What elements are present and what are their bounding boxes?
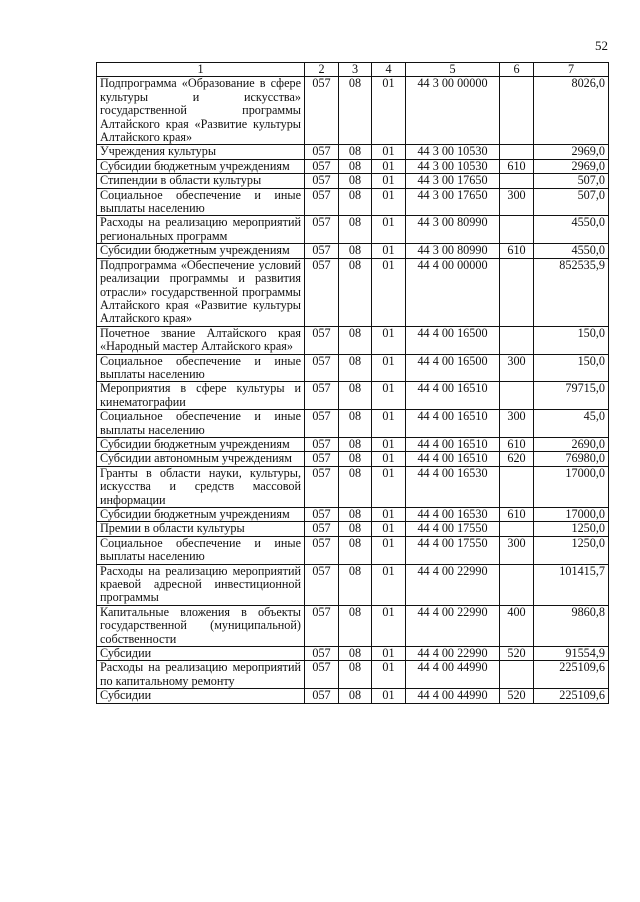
- row-name-cell: Премии в области культуры: [97, 522, 305, 536]
- table-row: [97, 159, 609, 173]
- row-section-cell: 08: [339, 382, 372, 410]
- row-name-cell: Субсидии автономным учреждениям: [97, 452, 305, 466]
- row-ministry-code-cell: 057: [305, 605, 339, 646]
- row-name-cell: Капитальные вложения в объекты государственной (муниципальной) собственности: [97, 605, 305, 646]
- row-amount-cell: 225109,6: [534, 661, 609, 689]
- row-expense-type-cell: [500, 145, 534, 159]
- row-expense-type-cell: 300: [500, 188, 534, 216]
- column-header-5: 5: [406, 63, 500, 77]
- row-ministry-code-cell: 057: [305, 159, 339, 173]
- row-subsection-cell: 01: [372, 159, 406, 173]
- row-target-article-cell: 44 3 00 80990: [406, 244, 500, 258]
- column-header-3: 3: [339, 63, 372, 77]
- row-target-article-cell: 44 4 00 17550: [406, 536, 500, 564]
- row-target-article-cell: 44 4 00 00000: [406, 258, 500, 326]
- row-subsection-cell: 01: [372, 354, 406, 382]
- row-name-cell: Расходы на реализацию мероприятий по капитальному ремонту: [97, 661, 305, 689]
- row-amount-cell: 2969,0: [534, 145, 609, 159]
- page-number: 52: [595, 38, 608, 53]
- row-section-cell: 08: [339, 326, 372, 354]
- row-section-cell: 08: [339, 410, 372, 438]
- row-target-article-cell: 44 4 00 16510: [406, 437, 500, 451]
- row-section-cell: 08: [339, 508, 372, 522]
- row-target-article-cell: 44 3 00 00000: [406, 77, 500, 145]
- row-target-article-cell: 44 3 00 17650: [406, 188, 500, 216]
- row-subsection-cell: 01: [372, 188, 406, 216]
- row-name-cell: Гранты в области науки, культуры, искусства и средств массовой информации: [97, 466, 305, 507]
- row-target-article-cell: 44 3 00 10530: [406, 159, 500, 173]
- column-header-4: 4: [372, 63, 406, 77]
- table-row: [97, 647, 609, 661]
- row-ministry-code-cell: 057: [305, 216, 339, 244]
- row-amount-cell: 507,0: [534, 188, 609, 216]
- row-section-cell: 08: [339, 244, 372, 258]
- row-name-cell: Социальное обеспечение и иные выплаты населению: [97, 354, 305, 382]
- row-ministry-code-cell: 057: [305, 508, 339, 522]
- row-subsection-cell: 01: [372, 466, 406, 507]
- row-section-cell: 08: [339, 174, 372, 188]
- table-row: [97, 188, 609, 216]
- row-expense-type-cell: [500, 466, 534, 507]
- row-name-cell: Подпрограмма «Образование в сфере культуры и искусства» государственной программы Алтайского края «Развитие культуры Алтайского края»: [97, 77, 305, 145]
- row-name-cell: Стипендии в области культуры: [97, 174, 305, 188]
- row-amount-cell: 79715,0: [534, 382, 609, 410]
- row-name-cell: Субсидии бюджетным учреждениям: [97, 437, 305, 451]
- row-expense-type-cell: [500, 661, 534, 689]
- column-header-1: 1: [97, 63, 305, 77]
- row-subsection-cell: 01: [372, 564, 406, 605]
- row-amount-cell: 150,0: [534, 354, 609, 382]
- row-ministry-code-cell: 057: [305, 466, 339, 507]
- row-ministry-code-cell: 057: [305, 77, 339, 145]
- row-amount-cell: 4550,0: [534, 244, 609, 258]
- row-section-cell: 08: [339, 216, 372, 244]
- row-name-cell: Расходы на реализацию мероприятий региональных программ: [97, 216, 305, 244]
- row-subsection-cell: 01: [372, 689, 406, 703]
- column-header-7: 7: [534, 63, 609, 77]
- table-row: [97, 605, 609, 646]
- row-ministry-code-cell: 057: [305, 689, 339, 703]
- row-ministry-code-cell: 057: [305, 188, 339, 216]
- row-section-cell: 08: [339, 689, 372, 703]
- row-target-article-cell: 44 4 00 44990: [406, 689, 500, 703]
- row-target-article-cell: 44 4 00 22990: [406, 564, 500, 605]
- row-section-cell: 08: [339, 159, 372, 173]
- row-ministry-code-cell: 057: [305, 564, 339, 605]
- row-target-article-cell: 44 4 00 16500: [406, 326, 500, 354]
- row-subsection-cell: 01: [372, 145, 406, 159]
- row-ministry-code-cell: 057: [305, 174, 339, 188]
- table-row: [97, 410, 609, 438]
- row-ministry-code-cell: 057: [305, 145, 339, 159]
- row-target-article-cell: 44 3 00 80990: [406, 216, 500, 244]
- table-row: [97, 145, 609, 159]
- row-section-cell: 08: [339, 536, 372, 564]
- row-expense-type-cell: 400: [500, 605, 534, 646]
- row-subsection-cell: 01: [372, 244, 406, 258]
- row-expense-type-cell: [500, 326, 534, 354]
- budget-table: [96, 62, 609, 704]
- table-row: [97, 326, 609, 354]
- row-name-cell: Социальное обеспечение и иные выплаты населению: [97, 410, 305, 438]
- column-header-2: 2: [305, 63, 339, 77]
- row-target-article-cell: 44 4 00 16530: [406, 508, 500, 522]
- table-row: [97, 508, 609, 522]
- row-name-cell: Мероприятия в сфере культуры и кинематографии: [97, 382, 305, 410]
- row-target-article-cell: 44 4 00 22990: [406, 605, 500, 646]
- row-target-article-cell: 44 4 00 16510: [406, 452, 500, 466]
- table-row: [97, 536, 609, 564]
- row-expense-type-cell: [500, 564, 534, 605]
- row-amount-cell: 17000,0: [534, 466, 609, 507]
- row-name-cell: Социальное обеспечение и иные выплаты населению: [97, 536, 305, 564]
- row-section-cell: 08: [339, 145, 372, 159]
- row-subsection-cell: 01: [372, 410, 406, 438]
- row-expense-type-cell: 300: [500, 410, 534, 438]
- row-amount-cell: 1250,0: [534, 522, 609, 536]
- row-expense-type-cell: [500, 216, 534, 244]
- row-expense-type-cell: 620: [500, 452, 534, 466]
- row-amount-cell: 150,0: [534, 326, 609, 354]
- row-ministry-code-cell: 057: [305, 258, 339, 326]
- row-ministry-code-cell: 057: [305, 354, 339, 382]
- table-row: [97, 661, 609, 689]
- row-expense-type-cell: [500, 382, 534, 410]
- row-name-cell: Расходы на реализацию мероприятий краевой адресной инвестиционной программы: [97, 564, 305, 605]
- row-name-cell: Социальное обеспечение и иные выплаты населению: [97, 188, 305, 216]
- table-row: [97, 216, 609, 244]
- row-subsection-cell: 01: [372, 77, 406, 145]
- row-subsection-cell: 01: [372, 522, 406, 536]
- row-name-cell: Субсидии бюджетным учреждениям: [97, 508, 305, 522]
- row-target-article-cell: 44 4 00 16510: [406, 382, 500, 410]
- table-row: [97, 174, 609, 188]
- row-subsection-cell: 01: [372, 536, 406, 564]
- row-expense-type-cell: 300: [500, 536, 534, 564]
- row-amount-cell: 225109,6: [534, 689, 609, 703]
- row-expense-type-cell: 610: [500, 437, 534, 451]
- row-section-cell: 08: [339, 258, 372, 326]
- row-target-article-cell: 44 4 00 16510: [406, 410, 500, 438]
- row-subsection-cell: 01: [372, 258, 406, 326]
- row-amount-cell: 91554,9: [534, 647, 609, 661]
- table-row: [97, 77, 609, 145]
- row-amount-cell: 2690,0: [534, 437, 609, 451]
- row-expense-type-cell: 520: [500, 689, 534, 703]
- row-name-cell: Подпрограмма «Обеспечение условий реализации программы и развития отрасли» государственной программы Алтайского края «Развитие культуры Алтайского края»: [97, 258, 305, 326]
- row-target-article-cell: 44 4 00 16530: [406, 466, 500, 507]
- row-expense-type-cell: 610: [500, 244, 534, 258]
- row-amount-cell: 101415,7: [534, 564, 609, 605]
- row-section-cell: 08: [339, 188, 372, 216]
- column-header-6: 6: [500, 63, 534, 77]
- row-amount-cell: 17000,0: [534, 508, 609, 522]
- row-ministry-code-cell: 057: [305, 437, 339, 451]
- row-ministry-code-cell: 057: [305, 410, 339, 438]
- row-amount-cell: 45,0: [534, 410, 609, 438]
- table-row: [97, 382, 609, 410]
- row-subsection-cell: 01: [372, 174, 406, 188]
- row-target-article-cell: 44 4 00 17550: [406, 522, 500, 536]
- row-section-cell: 08: [339, 466, 372, 507]
- row-subsection-cell: 01: [372, 647, 406, 661]
- row-ministry-code-cell: 057: [305, 452, 339, 466]
- row-expense-type-cell: [500, 77, 534, 145]
- row-section-cell: 08: [339, 354, 372, 382]
- table-row: [97, 244, 609, 258]
- row-section-cell: 08: [339, 647, 372, 661]
- row-ministry-code-cell: 057: [305, 661, 339, 689]
- row-expense-type-cell: [500, 258, 534, 326]
- row-amount-cell: 76980,0: [534, 452, 609, 466]
- row-name-cell: Почетное звание Алтайского края «Народный мастер Алтайского края»: [97, 326, 305, 354]
- row-ministry-code-cell: 057: [305, 244, 339, 258]
- row-section-cell: 08: [339, 564, 372, 605]
- table-row: [97, 689, 609, 703]
- row-name-cell: Субсидии: [97, 689, 305, 703]
- row-amount-cell: 507,0: [534, 174, 609, 188]
- row-name-cell: Субсидии: [97, 647, 305, 661]
- row-section-cell: 08: [339, 452, 372, 466]
- row-amount-cell: 852535,9: [534, 258, 609, 326]
- row-section-cell: 08: [339, 605, 372, 646]
- row-name-cell: Учреждения культуры: [97, 145, 305, 159]
- row-ministry-code-cell: 057: [305, 326, 339, 354]
- row-amount-cell: 2969,0: [534, 159, 609, 173]
- row-amount-cell: 1250,0: [534, 536, 609, 564]
- row-ministry-code-cell: 057: [305, 536, 339, 564]
- row-expense-type-cell: 610: [500, 508, 534, 522]
- table-row: [97, 522, 609, 536]
- row-expense-type-cell: [500, 174, 534, 188]
- row-ministry-code-cell: 057: [305, 647, 339, 661]
- table-row: [97, 354, 609, 382]
- row-subsection-cell: 01: [372, 605, 406, 646]
- table-header-row: [97, 63, 609, 77]
- row-name-cell: Субсидии бюджетным учреждениям: [97, 159, 305, 173]
- table-row: [97, 437, 609, 451]
- row-expense-type-cell: 300: [500, 354, 534, 382]
- row-subsection-cell: 01: [372, 326, 406, 354]
- row-subsection-cell: 01: [372, 508, 406, 522]
- row-target-article-cell: 44 4 00 44990: [406, 661, 500, 689]
- row-ministry-code-cell: 057: [305, 522, 339, 536]
- row-section-cell: 08: [339, 77, 372, 145]
- row-expense-type-cell: 610: [500, 159, 534, 173]
- row-name-cell: Субсидии бюджетным учреждениям: [97, 244, 305, 258]
- row-section-cell: 08: [339, 661, 372, 689]
- row-section-cell: 08: [339, 437, 372, 451]
- row-section-cell: 08: [339, 522, 372, 536]
- row-subsection-cell: 01: [372, 382, 406, 410]
- row-target-article-cell: 44 4 00 22990: [406, 647, 500, 661]
- row-amount-cell: 8026,0: [534, 77, 609, 145]
- row-amount-cell: 9860,8: [534, 605, 609, 646]
- row-amount-cell: 4550,0: [534, 216, 609, 244]
- table-row: [97, 258, 609, 326]
- table-row: [97, 564, 609, 605]
- row-subsection-cell: 01: [372, 216, 406, 244]
- row-expense-type-cell: 520: [500, 647, 534, 661]
- row-target-article-cell: 44 4 00 16500: [406, 354, 500, 382]
- row-expense-type-cell: [500, 522, 534, 536]
- table-row: [97, 466, 609, 507]
- row-target-article-cell: 44 3 00 17650: [406, 174, 500, 188]
- row-target-article-cell: 44 3 00 10530: [406, 145, 500, 159]
- table-row: [97, 452, 609, 466]
- row-subsection-cell: 01: [372, 437, 406, 451]
- row-subsection-cell: 01: [372, 661, 406, 689]
- row-ministry-code-cell: 057: [305, 382, 339, 410]
- table-body: [97, 77, 609, 703]
- row-subsection-cell: 01: [372, 452, 406, 466]
